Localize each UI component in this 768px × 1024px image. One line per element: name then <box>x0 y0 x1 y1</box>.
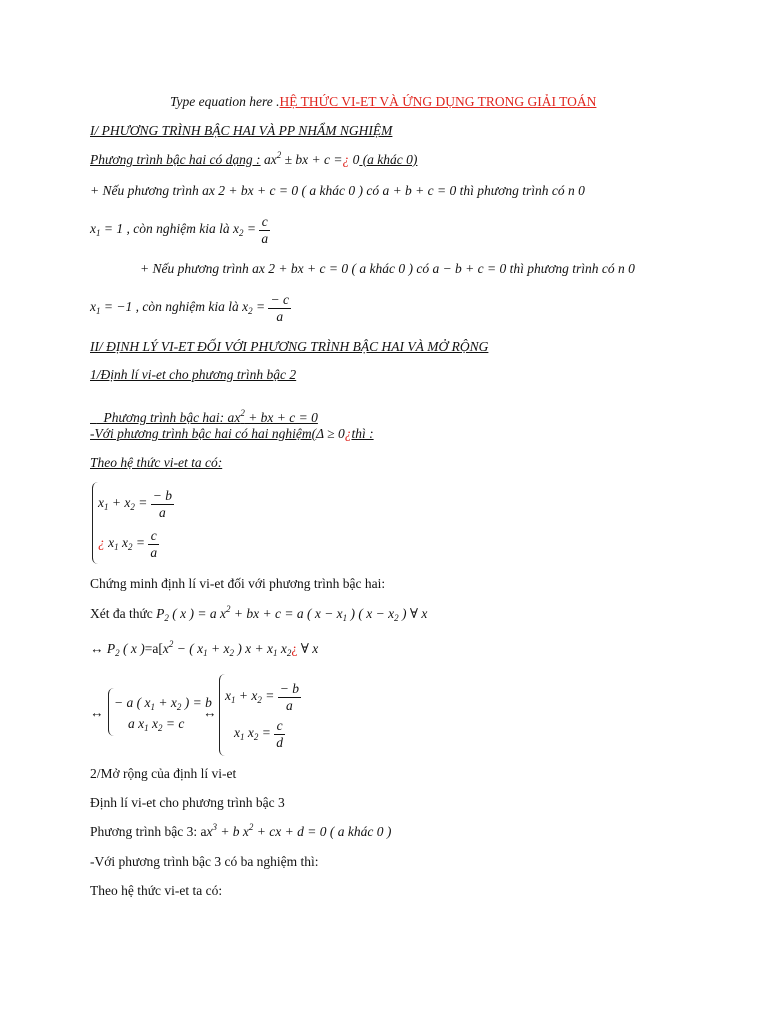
quadratic-equation-line: Phương trình bậc hai: $ax^2$ + bx + c = 0 <box>96 407 318 425</box>
case-1-roots: $x_1 = 1$ , còn nghiệm kia là $x_2$ = $\frac{c}{a}$ <box>90 214 269 246</box>
quadratic-form-line: Phương trình bậc hai có dạng : $ax^2$ ± bx + c =¿ 0 (a khác 0) <box>90 150 418 167</box>
left-system-eq1: − a ( $x_1 + x_2$ ) = b <box>114 695 212 712</box>
case-2-roots: $x_1 = -1$ , còn nghiệm kia là $x_2$ = $\frac{- c}{a}$ <box>90 292 289 324</box>
arrow-left: ↔ <box>90 705 104 720</box>
left-system-eq2: a $x_1$ $x_2 = c$ <box>128 716 185 733</box>
cubic-theorem-title: Định lí vi-et cho phương trình bậc 3 <box>90 795 285 810</box>
vieta-intro: Theo hệ thức vi-et ta có: <box>90 455 223 470</box>
condition-line: -Với phương trình bậc hai có hai nghiệm(Δ ≥ 0¿thì : <box>90 426 374 441</box>
vieta-sum: $x_1 + x_2$ = $\frac{- b}{a}$ <box>98 488 172 520</box>
right-system-eq1: $x_1 + x_2$ = $\frac{- b}{a}$ <box>225 681 299 713</box>
fraction-minus-c-over-a: $\frac{- c}{a}$ <box>270 292 289 324</box>
right-system-eq2: $x_1$ $x_2$ = $\frac{c}{d}$ <box>234 718 283 750</box>
form-note: (a khác 0) <box>359 152 418 167</box>
vieta-product: ¿ $x_1$ $x_2$ = $\frac{c}{a}$ <box>98 528 158 560</box>
subsection-1-heading: 1/Định lí vi-et cho phương trình bậc 2 <box>90 367 297 382</box>
polynomial-line: Xét đa thức $P_2$ ( x ) = a $x^2$ + bx + c = a ( $x - x_1$ ) ( $x - x_2$ ) ∀ x <box>90 604 428 623</box>
equivalence-line: ↔ $P_2$ ( x )$=a[x^2$ − ( $x_1 + x_2$ ) $x + x_1$ $x_2¿$ ∀ x <box>90 639 319 658</box>
case-2-condition: + Nếu phương trình ax 2 + bx + c = 0 ( a khác 0 ) có a − b + c = 0 thì phương trình có n 0 <box>140 261 635 276</box>
subsection-2-heading: 2/Mở rộng của định lí vi-et <box>90 766 237 781</box>
cubic-condition: -Với phương trình bậc 3 có ba nghiệm thì: <box>90 854 319 869</box>
arrow-right: ↔ <box>203 705 217 720</box>
title-line <box>170 95 596 109</box>
section-2-heading: II/ ĐỊNH LÝ VI-ET ĐỐI VỚI PHƯƠNG TRÌNH BẬC HAI VÀ MỞ RỘNG <box>90 339 489 354</box>
fraction-c-over-a: $\frac{c}{a}$ <box>261 214 269 246</box>
case-1-condition: + Nếu phương trình ax 2 + bx + c = 0 ( a khác 0 ) có a + b + c = 0 thì phương trình có n 0 <box>90 183 585 198</box>
proof-intro: Chứng minh định lí vi-et đối với phương trình bậc hai: <box>90 576 386 591</box>
equation-placeholder: Type equation here . <box>170 94 280 109</box>
cubic-vieta-intro: Theo hệ thức vi-et ta có: <box>90 883 223 898</box>
cubic-equation-line: Phương trình bậc 3: $ax^3 + b$ $x^2$ + cx + d = 0 ( a khác 0 ) <box>90 822 392 839</box>
section-1-heading: I/ PHƯƠNG TRÌNH BẬC HAI VÀ PP NHẨM NGHIỆM <box>90 123 393 138</box>
form-label: Phương trình bậc hai có dạng : <box>90 152 261 167</box>
document-title: HỆ THỨC VI-ET VÀ ỨNG DỤNG TRONG GIẢI TOÁN <box>279 94 597 109</box>
